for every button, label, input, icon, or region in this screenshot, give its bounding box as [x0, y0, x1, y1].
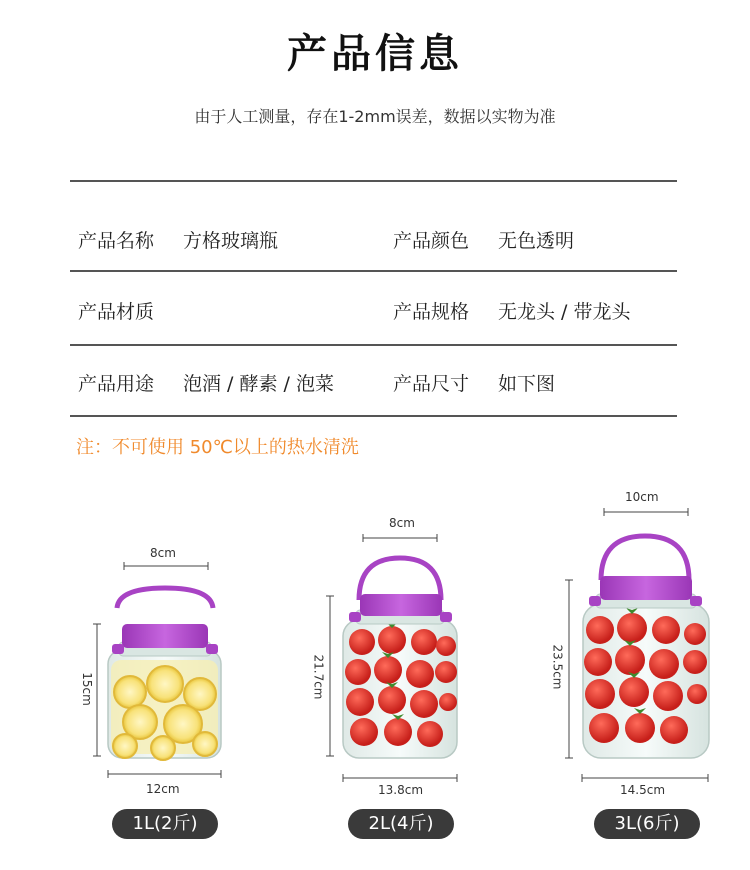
jar-1-top-width: 8cm — [150, 546, 176, 560]
washing-warning-note: 注：不可使用 50℃以上的热水清洗 — [76, 437, 359, 458]
spec-name-label: 产品名称 — [78, 230, 155, 252]
jar-1-height: 15cm — [79, 672, 94, 706]
jar-handle — [359, 558, 441, 600]
jar-1l — [108, 588, 221, 760]
jar-3-height: 23.5cm — [550, 644, 565, 690]
jar-handle — [601, 536, 689, 580]
jar-2-height: 21.7cm — [311, 654, 326, 700]
jar-2-bottom-width: 13.8cm — [378, 783, 424, 797]
measurement-disclaimer: 由于人工测量，存在1-2mm误差，数据以实物为准 — [194, 107, 556, 126]
spec-size-variant-label: 产品规格 — [393, 301, 470, 323]
spec-dimension-label: 产品尺寸 — [393, 373, 470, 395]
jar-lid — [600, 576, 692, 600]
spec-use-value: 泡酒 / 酵素 / 泡菜 — [183, 373, 334, 395]
spec-name-value: 方格玻璃瓶 — [183, 230, 279, 252]
jar-3-top-width: 10cm — [625, 490, 659, 504]
spec-material-label: 产品材质 — [78, 301, 155, 323]
jar-lid — [360, 594, 442, 616]
capacity-badge-1l: 1L(2斤) — [112, 809, 218, 839]
jar-1-bottom-width: 12cm — [146, 782, 180, 796]
jar-3-bottom-width: 14.5cm — [620, 783, 666, 797]
spec-color-value: 无色透明 — [498, 230, 575, 252]
jar-lid — [122, 624, 208, 648]
capacity-badge-2l: 2L(4斤) — [348, 809, 454, 839]
page-title: 产品信息 — [287, 31, 463, 77]
spec-size-variant-value: 无龙头 / 带龙头 — [498, 301, 631, 323]
capacity-badge-3l: 3L(6斤) — [594, 809, 700, 839]
jar-handle — [117, 588, 213, 608]
spec-color-label: 产品颜色 — [393, 230, 470, 252]
jar-2-top-width: 8cm — [389, 516, 415, 530]
spec-dimension-value: 如下图 — [498, 373, 556, 395]
spec-use-label: 产品用途 — [78, 373, 155, 395]
jar-3l — [583, 536, 709, 758]
jar-2l — [343, 558, 457, 758]
